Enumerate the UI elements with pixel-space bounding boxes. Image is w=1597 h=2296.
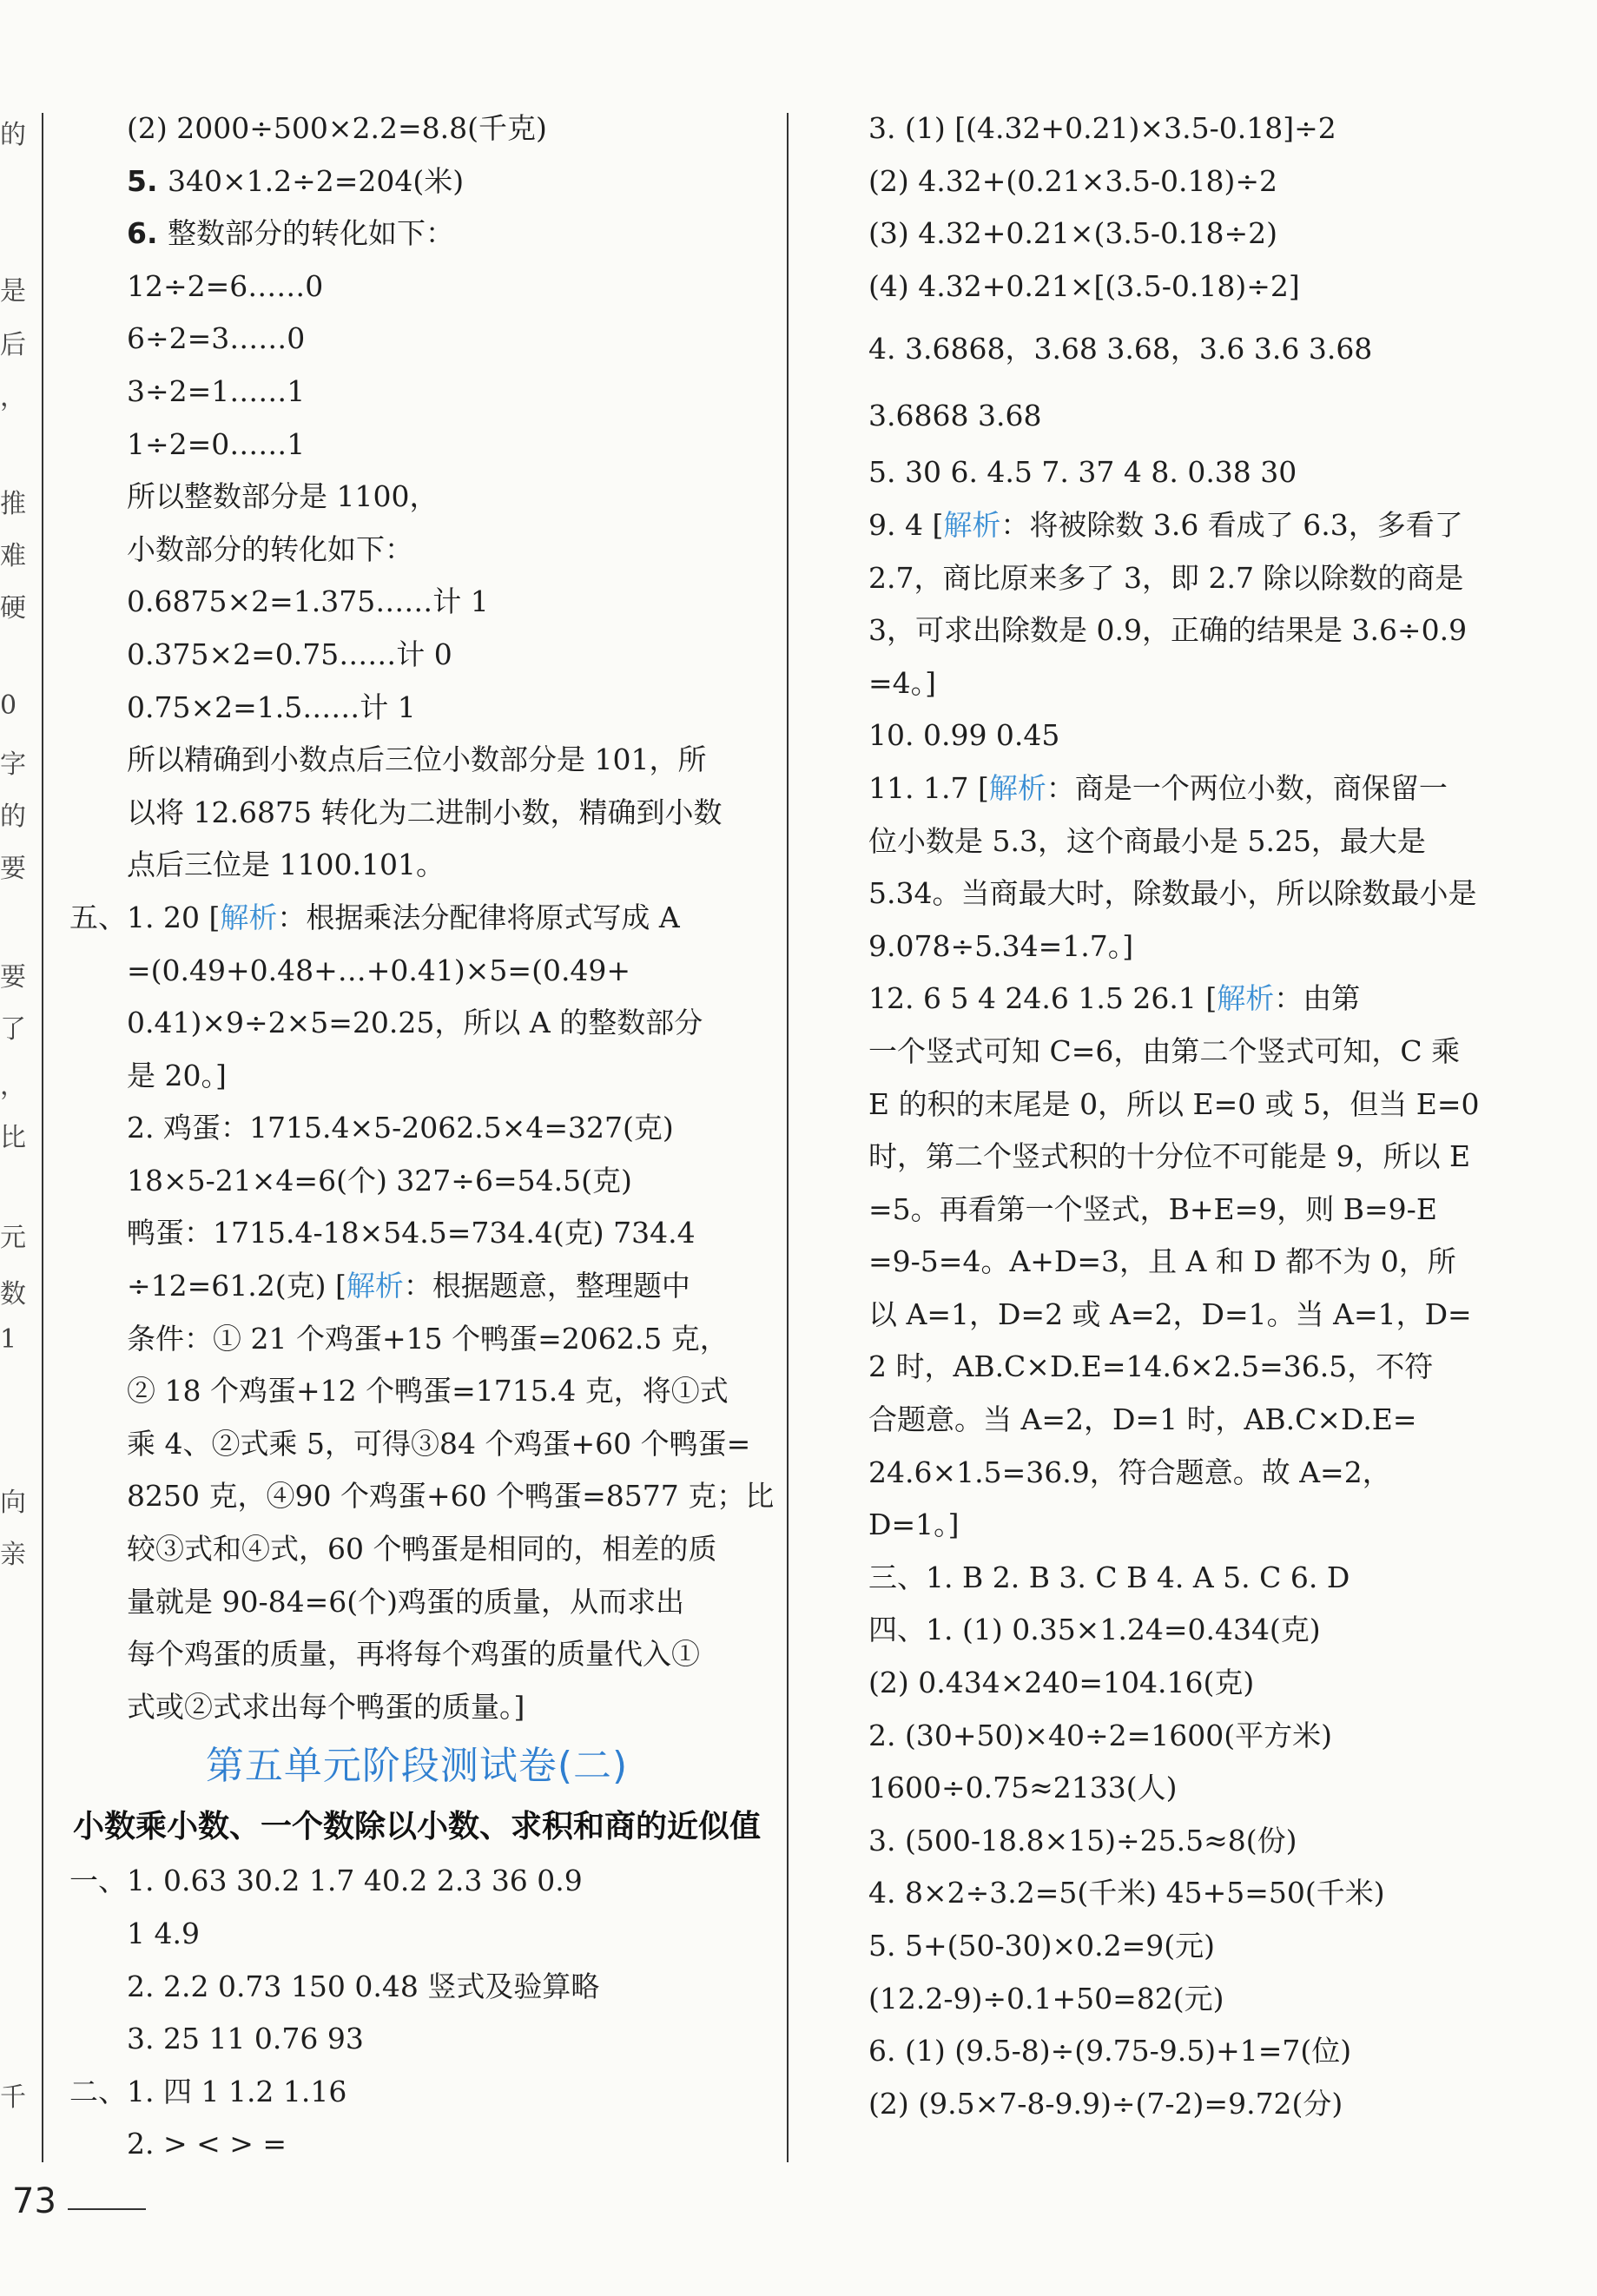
answer-line: 12. 6 5 4 24.6 1.5 26.1 [解析：由第 (868, 981, 1361, 1016)
edge-char: 的 (0, 802, 26, 832)
answer-line: ② 18 个鸡蛋+12 个鸭蛋=1715.4 克，将①式 (127, 1374, 729, 1409)
answer-line: 6÷2=3……0 (127, 321, 306, 356)
answer-line: 3. (500-18.8×15)÷25.5≈8(份) (868, 1823, 1297, 1857)
answer-line: 9.078÷5.34=1.7。] (868, 928, 1134, 963)
answer-line: 每个鸡蛋的质量，再将每个鸡蛋的质量代入① (127, 1637, 700, 1672)
answer-line: 三、1. B 2. B 3. C B 4. A 5. C 6. D (868, 1560, 1350, 1594)
answer-line: 8250 克，④90 个鸡蛋+60 个鸭蛋=8577 克；比 (127, 1479, 775, 1514)
edge-char: 了 (0, 1014, 26, 1045)
answer-line: 6. (1) (9.5-8)÷(9.75-9.5)+1=7(位) (868, 2034, 1352, 2068)
answer-line: 以将 12.6875 转化为二进制小数，精确到小数 (127, 795, 723, 829)
answer-line: (4) 4.32+0.21×[(3.5-0.18)÷2] (868, 268, 1300, 303)
answer-line: 条件：① 21 个鸡蛋+15 个鸭蛋=2062.5 克， (127, 1321, 729, 1356)
answer-line: 乘 4、②式乘 5，可得③84 个鸡蛋+60 个鸭蛋= (127, 1426, 751, 1461)
answer-line: 2. (30+50)×40÷2=1600(平方米) (868, 1718, 1333, 1752)
edge-char: 比 (0, 1123, 26, 1153)
edge-char: 亲 (0, 1540, 26, 1570)
answer-line: 0.75×2=1.5……计 1 (127, 689, 416, 724)
answer-line: 12÷2=6……0 (127, 268, 324, 303)
edge-char: 是 (0, 276, 26, 307)
answer-line: E 的积的末尾是 0，所以 E=0 或 5，但当 E=0 (868, 1086, 1480, 1121)
answer-line: 11. 1.7 [解析：商是一个两位小数，商保留一 (868, 770, 1448, 805)
answer-line: 5. 340×1.2÷2=204(米) (127, 163, 465, 198)
section-title: 第五单元阶段测试卷(二) (205, 1744, 629, 1789)
answer-line: =5。再看第一个竖式，B+E=9，则 B=9-E (868, 1191, 1437, 1226)
answer-line: 3，可求出除数是 0.9，正确的结果是 3.6÷0.9 (868, 613, 1468, 648)
answer-line: 一个竖式可知 C=6，由第二个竖式可知，C 乘 (868, 1033, 1461, 1068)
edge-char: 元 (0, 1223, 26, 1253)
answer-line: 较③式和④式，60 个鸭蛋是相同的，相差的质 (127, 1532, 717, 1567)
answer-line: (3) 4.32+0.21×(3.5-0.18÷2) (868, 216, 1277, 251)
analysis-keyword: 解析 (943, 507, 1001, 542)
answer-line: 2. > < > = (127, 2127, 287, 2161)
answer-line: 5. 30 6. 4.5 7. 37 4 8. 0.38 30 (868, 455, 1297, 490)
answer-line: 2. 2.2 0.73 150 0.48 竖式及验算略 (127, 1969, 600, 2003)
edge-char: 推 (0, 489, 26, 519)
answer-line: 鸭蛋：1715.4-18×54.5=734.4(克) 734.4 (127, 1216, 696, 1250)
answer-line: 2.7，商比原来多了 3，即 2.7 除以除数的商是 (868, 560, 1464, 595)
answer-line: 0.375×2=0.75……计 0 (127, 637, 452, 671)
answer-line: 0.41)×9÷2×5=20.25，所以 A 的整数部分 (127, 1006, 703, 1040)
answer-line: 0.6875×2=1.375……计 1 (127, 584, 489, 619)
answer-line: 9. 4 [解析：将被除数 3.6 看成了 6.3，多看了 (868, 507, 1463, 542)
answer-line: 3÷2=1……1 (127, 373, 306, 408)
answer-line: 四、1. (1) 0.35×1.24=0.434(克) (868, 1613, 1321, 1647)
page-number-rule (68, 2208, 146, 2210)
answer-line: 4. 3.6868，3.68 3.68，3.6 3.6 3.68 (868, 332, 1373, 366)
edge-char: 0 (0, 690, 17, 721)
analysis-keyword: 解析 (1217, 981, 1275, 1016)
right-column (868, 102, 1515, 2130)
answer-line: (2) 0.434×240=104.16(克) (868, 1666, 1255, 1700)
answer-line: 3. 25 11 0.76 93 (127, 2022, 364, 2056)
answer-line: 二、1. 四 1 1.2 1.16 (69, 2074, 347, 2108)
answer-line: 18×5-21×4=6(个) 327÷6=54.5(克) (127, 1163, 632, 1197)
edge-char: 硬 (0, 593, 26, 623)
answer-line: 位小数是 5.3，这个商最小是 5.25，最大是 (868, 823, 1426, 858)
answer-line: 4. 8×2÷3.2=5(千米) 45+5=50(千米) (868, 1876, 1385, 1910)
edge-char: 的 (0, 120, 26, 150)
answer-line: =4。] (868, 665, 937, 700)
edge-char: ， (0, 1071, 26, 1101)
answer-line: 5. 5+(50-30)×0.2=9(元) (868, 1929, 1216, 1963)
answer-line: 一、1. 0.63 30.2 1.7 40.2 2.3 36 0.9 (69, 1864, 583, 1898)
answer-line: 24.6×1.5=36.9，符合题意。故 A=2， (868, 1455, 1391, 1489)
answer-line: 1 4.9 (127, 1917, 200, 1950)
answer-line: 合题意。当 A=2，D=1 时，AB.C×D.E= (868, 1402, 1417, 1437)
answer-line: 3. (1) [(4.32+0.21)×3.5-0.18]÷2 (868, 111, 1336, 145)
answer-line: (2) (9.5×7-8-9.9)÷(7-2)=9.72(分) (868, 2086, 1343, 2121)
answer-line: =(0.49+0.48+…+0.41)×5=(0.49+ (127, 953, 631, 987)
answer-line: D=1。] (868, 1508, 960, 1542)
answer-line: (12.2-9)÷0.1+50=82(元) (868, 1981, 1224, 2016)
answer-line: =9-5=4。A+D=3，且 A 和 D 都不为 0，所 (868, 1244, 1456, 1279)
left-answers-part2 (69, 1855, 764, 2171)
edge-char: 要 (0, 962, 26, 993)
answer-line: 5.34。当商最大时，除数最小，所以除数最小是 (868, 876, 1477, 911)
left-margin-rule (42, 113, 43, 2162)
answer-line: 10. 0.99 0.45 (868, 718, 1060, 753)
analysis-keyword: 解析 (346, 1269, 404, 1303)
answer-line: (2) 2000÷500×2.2=8.8(千克) (127, 111, 547, 145)
answer-line: 以 A=1，D=2 或 A=2，D=1。当 A=1，D= (868, 1296, 1472, 1331)
edge-char: 千 (0, 2082, 26, 2113)
edge-char: ， (0, 382, 26, 412)
analysis-keyword: 解析 (988, 770, 1046, 805)
answer-line: 所以精确到小数点后三位小数部分是 101，所 (127, 742, 707, 777)
answer-line: 点后三位是 1100.101。 (127, 848, 445, 882)
analysis-keyword: 解析 (220, 900, 278, 934)
answer-line: 小数部分的转化如下： (127, 531, 413, 566)
answer-line: 2 时，AB.C×D.E=14.6×2.5=36.5，不符 (868, 1349, 1434, 1384)
edge-char: 数 (0, 1279, 26, 1310)
answer-line: 3.6868 3.68 (868, 399, 1042, 433)
answer-line: 五、1. 20 [解析：根据乘法分配律将原式写成 A (69, 900, 680, 934)
answer-line: 时，第二个竖式积的十分位不可能是 9，所以 E (868, 1139, 1471, 1174)
answer-line: ÷12=61.2(克) [解析：根据题意，整理题中 (127, 1269, 690, 1303)
answer-line: 1600÷0.75≈2133(人) (868, 1771, 1178, 1805)
answer-line: (2) 4.32+(0.21×3.5-0.18)÷2 (868, 163, 1277, 198)
answer-line: 量就是 90-84=6(个)鸡蛋的质量，从而求出 (127, 1584, 685, 1619)
answer-line: 所以整数部分是 1100， (127, 479, 439, 514)
edge-char: 要 (0, 854, 26, 884)
answer-line: 1÷2=0……1 (127, 426, 306, 461)
edge-char: 向 (0, 1488, 26, 1518)
edge-char: 难 (0, 541, 26, 571)
section-subtitle: 小数乘小数、一个数除以小数、求积和商的近似值 (72, 1809, 761, 1845)
page-number: 73 (12, 2181, 56, 2221)
answer-line: 2. 鸡蛋：1715.4×5-2062.5×4=327(克) (127, 1111, 674, 1145)
edge-char: 字 (0, 749, 26, 780)
left-column (69, 102, 775, 2171)
edge-char: 1 (0, 1324, 17, 1355)
column-divider (787, 113, 789, 2162)
edge-char: 后 (0, 330, 26, 360)
left-answers-part1 (69, 102, 775, 1733)
answer-line: 式或②式求出每个鸭蛋的质量。] (127, 1689, 525, 1724)
answer-line: 是 20。] (127, 1058, 227, 1092)
answer-line: 6. 整数部分的转化如下： (127, 216, 454, 251)
